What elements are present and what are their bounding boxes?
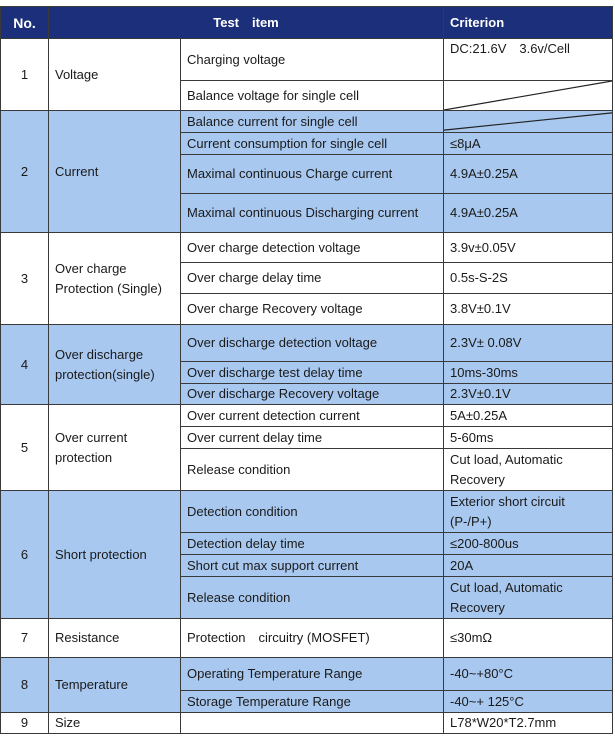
- criterion: 5A±0.25A: [444, 405, 613, 427]
- group-number: 8: [1, 658, 49, 713]
- criterion: Cut load, Automatic Recovery: [444, 577, 613, 619]
- table-row: [1, 39, 613, 81]
- criterion: 10ms-30ms: [444, 362, 613, 384]
- criterion: 3.9v±0.05V: [444, 233, 613, 263]
- group-name: Resistance: [49, 619, 181, 658]
- group-name: Current: [49, 111, 181, 233]
- criterion: -40~+80°C: [444, 658, 613, 691]
- group-name: Over discharge protection(single): [49, 325, 181, 405]
- group-name: Short protection: [49, 491, 181, 619]
- group-name: Size: [49, 713, 181, 734]
- criterion: 3.8V±0.1V: [444, 294, 613, 325]
- group-number: 2: [1, 111, 49, 233]
- criterion: 4.9A±0.25A: [444, 194, 613, 233]
- header-no: No.: [1, 7, 49, 39]
- criterion: DC:21.6V 3.6v/Cell: [444, 39, 613, 81]
- spec-table: [0, 6, 613, 734]
- test-item: Balance current for single cell: [181, 111, 444, 133]
- group-number: 3: [1, 233, 49, 325]
- test-item: Over discharge test delay time: [181, 362, 444, 384]
- table-row: [1, 491, 613, 533]
- test-item: Protection circuitry (MOSFET): [181, 619, 444, 658]
- table-row: [1, 233, 613, 263]
- test-item: Over current detection current: [181, 405, 444, 427]
- table-row: [1, 619, 613, 658]
- criterion: ≤200-800us: [444, 533, 613, 555]
- test-item: Detection delay time: [181, 533, 444, 555]
- test-item: Current consumption for single cell: [181, 133, 444, 155]
- test-item: Maximal continuous Charge current: [181, 155, 444, 194]
- criterion: ≤8μA: [444, 133, 613, 155]
- test-item: Operating Temperature Range: [181, 658, 444, 691]
- table-row: [1, 658, 613, 691]
- criterion-not-applicable: [444, 81, 613, 111]
- test-item: Over charge delay time: [181, 263, 444, 294]
- criterion: 20A: [444, 555, 613, 577]
- test-item: Over charge detection voltage: [181, 233, 444, 263]
- group-number: 5: [1, 405, 49, 491]
- criterion: 2.3V±0.1V: [444, 384, 613, 405]
- header-criterion: Criterion: [444, 7, 613, 39]
- group-name: Voltage: [49, 39, 181, 111]
- criterion: ≤30mΩ: [444, 619, 613, 658]
- criterion: 2.3V± 0.08V: [444, 325, 613, 362]
- header-row: [1, 7, 613, 39]
- group-number: 7: [1, 619, 49, 658]
- table-row: [1, 713, 613, 734]
- criterion-not-applicable: [444, 111, 613, 133]
- group-number: 4: [1, 325, 49, 405]
- test-item: Maximal continuous Discharging current: [181, 194, 444, 233]
- table-row: [1, 325, 613, 362]
- table-row: [1, 405, 613, 427]
- test-item: Over discharge Recovery voltage: [181, 384, 444, 405]
- group-number: 6: [1, 491, 49, 619]
- table-row: [1, 111, 613, 133]
- test-item: Release condition: [181, 449, 444, 491]
- test-item: Release condition: [181, 577, 444, 619]
- group-number: 9: [1, 713, 49, 734]
- criterion: 4.9A±0.25A: [444, 155, 613, 194]
- header-test-item: Test item: [49, 7, 444, 39]
- criterion: 5-60ms: [444, 427, 613, 449]
- test-item: Over current delay time: [181, 427, 444, 449]
- test-item: Detection condition: [181, 491, 444, 533]
- criterion: Exterior short circuit (P-/P+): [444, 491, 613, 533]
- group-name: Over charge Protection (Single): [49, 233, 181, 325]
- test-item: [181, 713, 444, 734]
- criterion: -40~+ 125°C: [444, 691, 613, 713]
- criterion: Cut load, Automatic Recovery: [444, 449, 613, 491]
- criterion: 0.5s-S-2S: [444, 263, 613, 294]
- group-number: 1: [1, 39, 49, 111]
- group-name: Temperature: [49, 658, 181, 713]
- criterion: L78*W20*T2.7mm: [444, 713, 613, 734]
- test-item: Over charge Recovery voltage: [181, 294, 444, 325]
- test-item: Storage Temperature Range: [181, 691, 444, 713]
- test-item: Charging voltage: [181, 39, 444, 81]
- test-item: Balance voltage for single cell: [181, 81, 444, 111]
- test-item: Over discharge detection voltage: [181, 325, 444, 362]
- test-item: Short cut max support current: [181, 555, 444, 577]
- group-name: Over current protection: [49, 405, 181, 491]
